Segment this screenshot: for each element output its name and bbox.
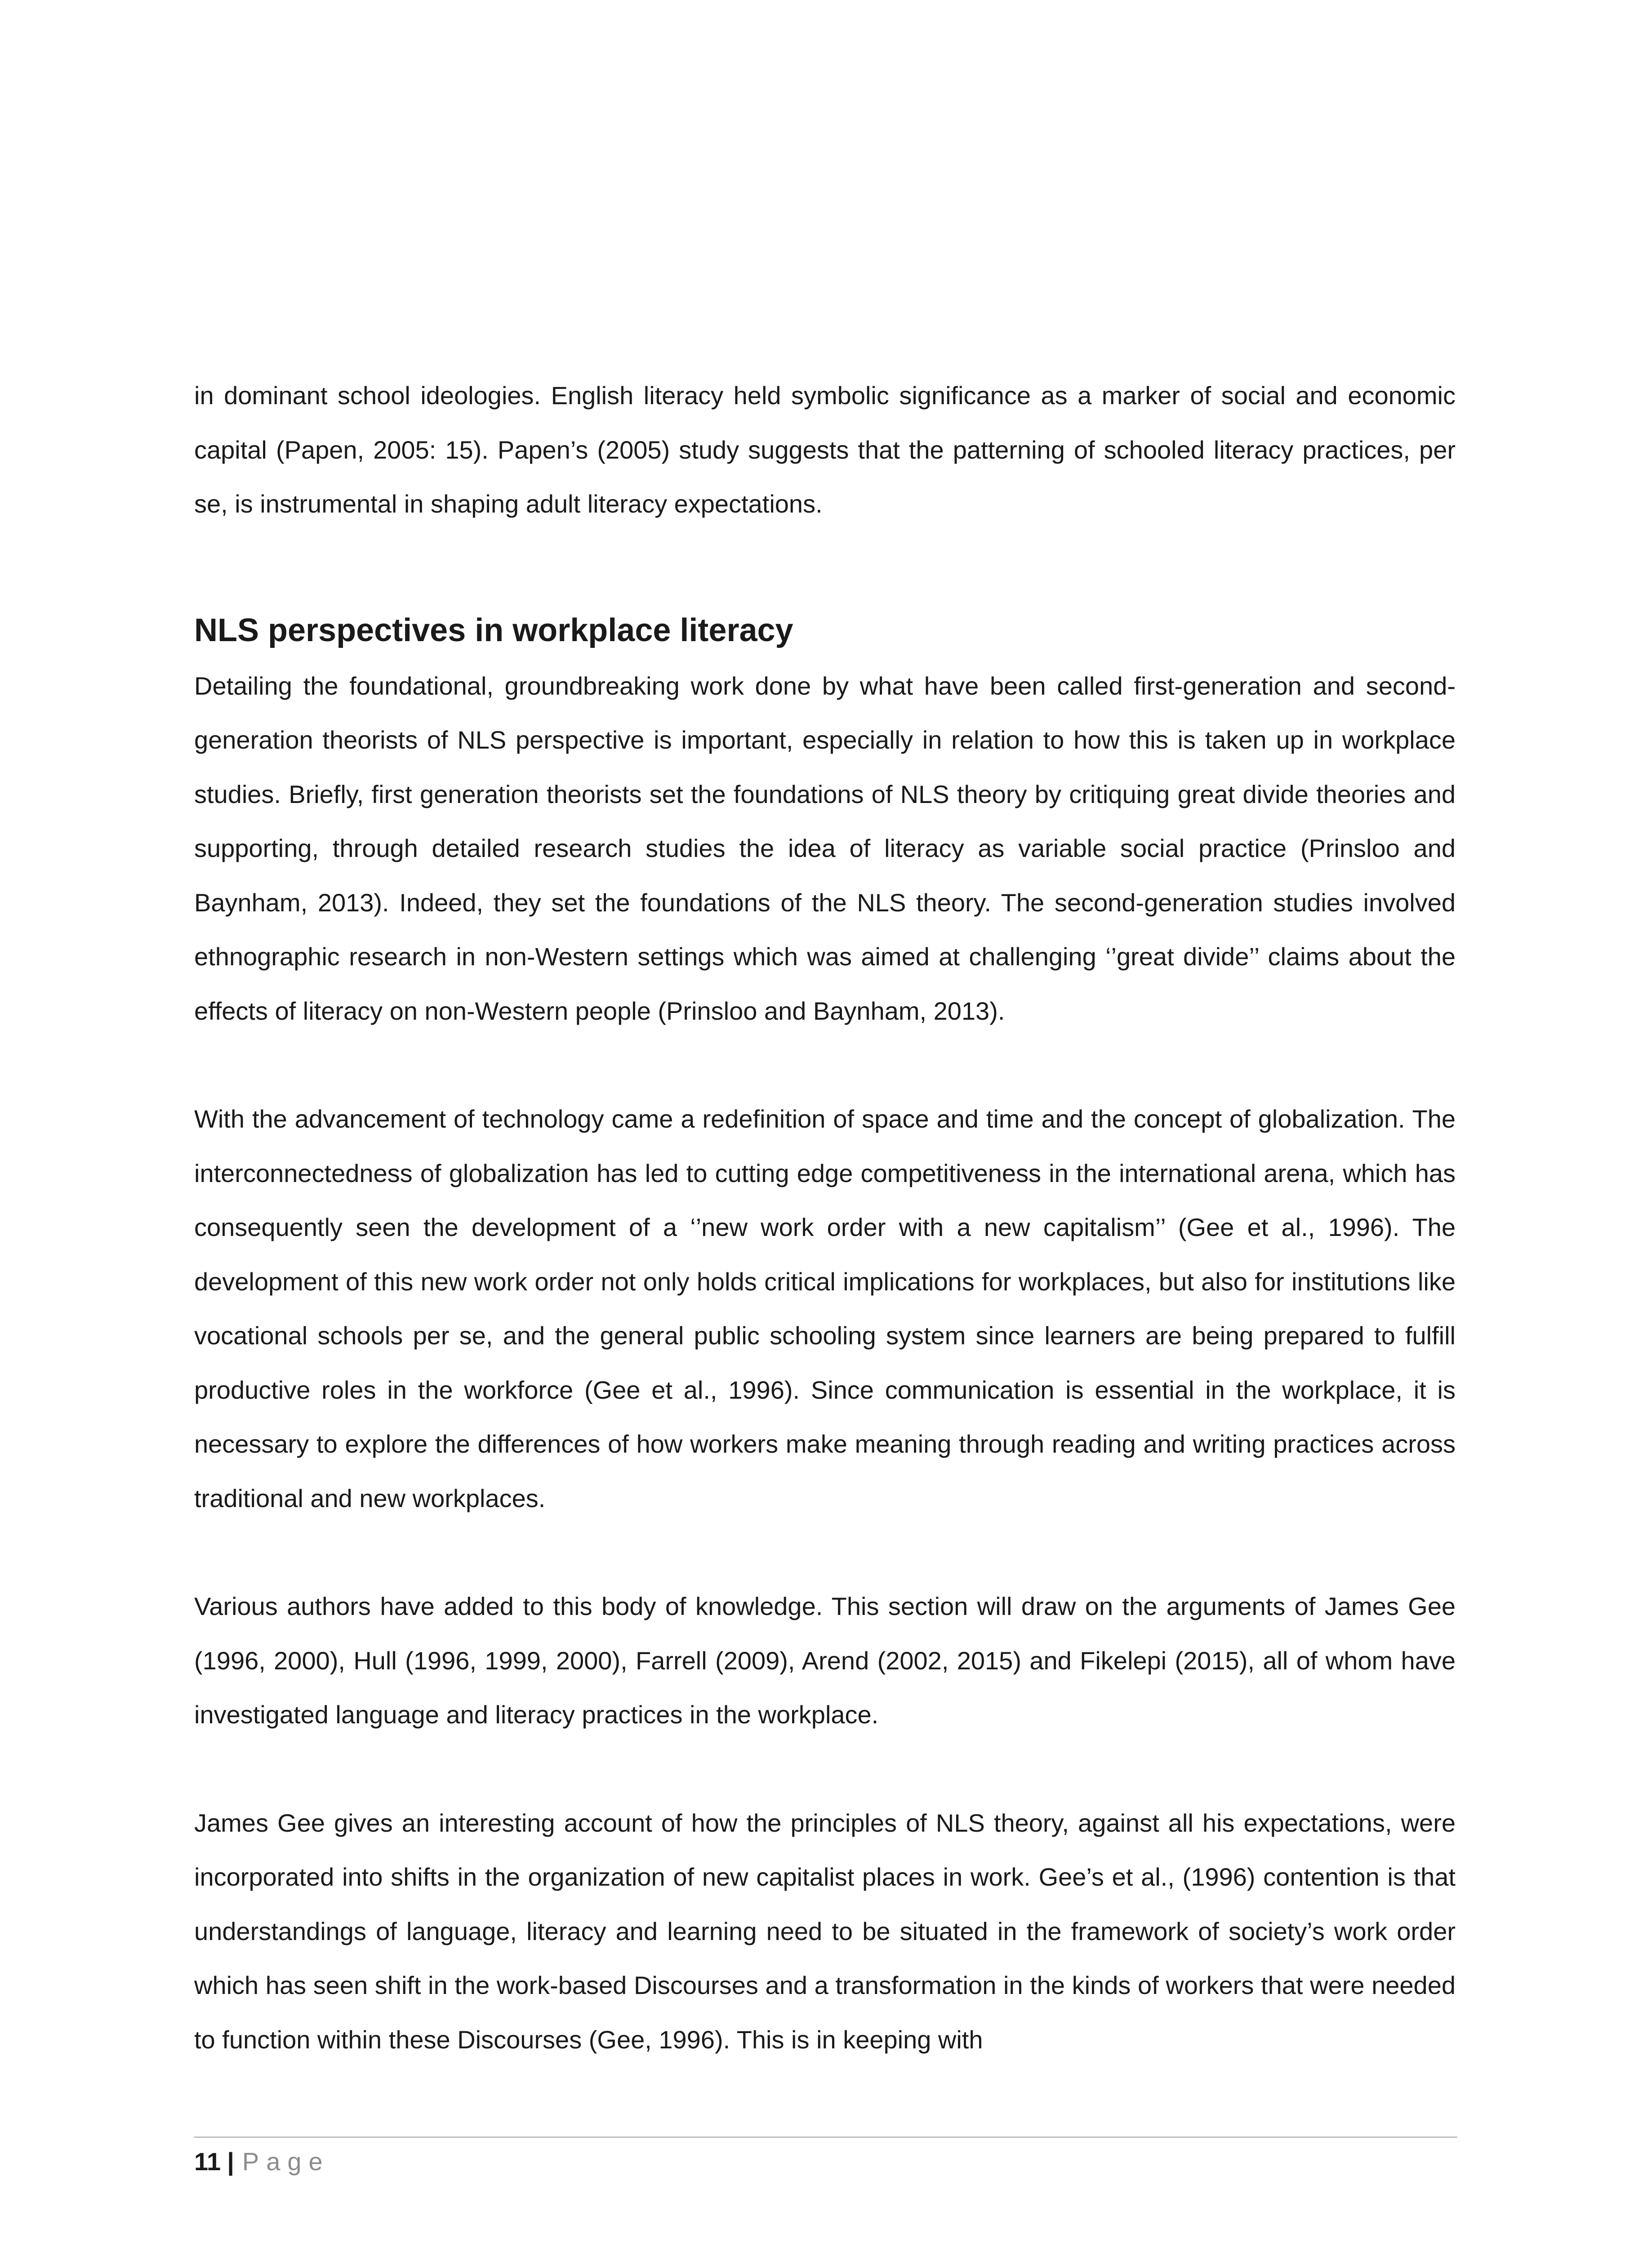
footer-separator: | xyxy=(227,2147,234,2176)
paragraph-intro: in dominant school ideologies. English literacy held symbolic significance as a marker of social and economic capital (Papen, 2005: 15). Papen’s (2005) study suggests that the patterning of schooled literacy practices, per se, is instrumental in shaping adult literacy expectations. xyxy=(194,381,1456,518)
paragraph-spacer xyxy=(194,531,1456,585)
paragraph-spacer xyxy=(194,1038,1456,1092)
section-heading: NLS perspectives in workplace literacy xyxy=(194,612,793,648)
page-number: 11 xyxy=(194,2147,221,2176)
paragraph-4: James Gee gives an interesting account of how the principles of NLS theory, against all his expectations, were incorporated into shifts in the organization of new capitalist places in work. Gee’s et al., (1996) contention is that understandings of language, literacy and learning need to be situated in the framework of society’s work order which has seen shift in the work-based Discourses and a transformation in the kinds of workers that were needed to function within these Discourses (Gee, 1996). This is in keeping with xyxy=(194,1808,1456,2054)
footer-divider xyxy=(194,2136,1457,2138)
paragraph-spacer xyxy=(194,1742,1456,1796)
body-text xyxy=(194,369,1456,2067)
paragraph-spacer xyxy=(194,1525,1456,1579)
page-label: Page xyxy=(242,2147,330,2176)
paragraph-2: With the advancement of technology came a redefinition of space and time and the concept of globalization. The interconnectedness of globalization has led to cutting edge competitiveness in the international arena, which has consequently seen the development of a ‘’new work order with a new capitalism’’ (Gee et al., 1996). The development of this new work order not only holds critical implications for workplaces, but also for institutions like vocational schools per se, and the general public schooling system since learners are being prepared to fulfill productive roles in the workforce (Gee et al., 1996). Since communication is essential in the workplace, it is necessary to explore the differences of how workers make meaning through reading and writing practices across traditional and new workplaces. xyxy=(194,1105,1456,1512)
paragraph-3: Various authors have added to this body of knowledge. This section will draw on the arguments of James Gee (1996, 2000), Hull (1996, 1999, 2000), Farrell (2009), Arend (2002, 2015) and Fikelepi (2015), all of whom have investigated language and literacy practices in the workplace. xyxy=(194,1592,1456,1729)
page-footer xyxy=(194,2144,330,2180)
paragraph-1: Detailing the foundational, groundbreaking work done by what have been called first-generation and second-generation theorists of NLS perspective is important, especially in relation to how this is taken up in workplace studies. Briefly, first generation theorists set the foundations of NLS theory by critiquing great divide theories and supporting, through detailed research studies the idea of literacy as variable social practice (Prinsloo and Baynham, 2013). Indeed, they set the foundations of the NLS theory. The second-generation studies involved ethnographic research in non-Western settings which was aimed at challenging ‘’great divide’’ claims about the effects of literacy on non-Western people (Prinsloo and Baynham, 2013). xyxy=(194,671,1456,1025)
